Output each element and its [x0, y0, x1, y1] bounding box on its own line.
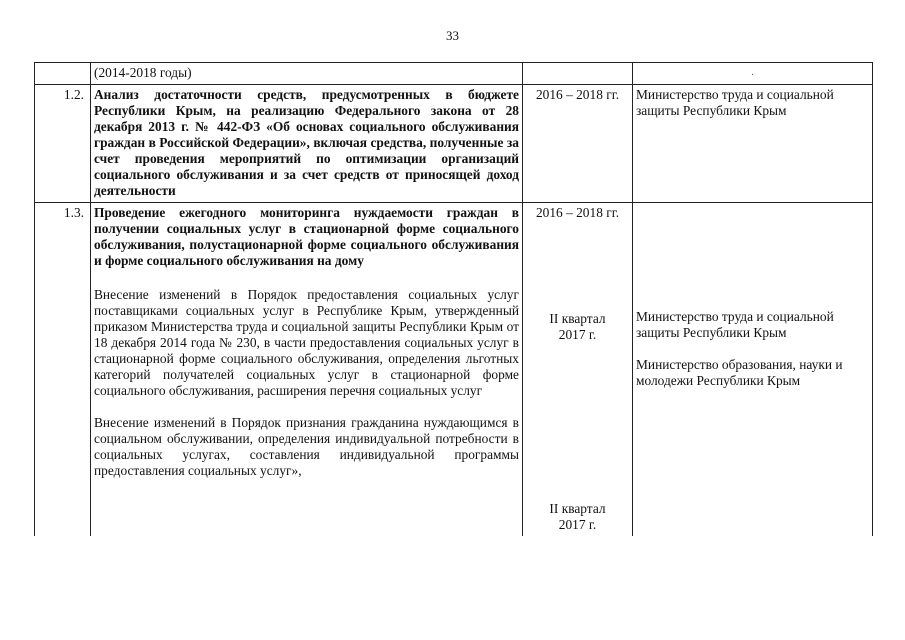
measures-table: [34, 62, 873, 536]
sub-measure-1-period-year: 2017 г.: [558, 327, 597, 342]
measure-text-cell: Анализ достаточности средств, предусмотренных в бюджете Республики Крым, на реализацию Федерального закона от 28 декабря 2013 г. № 442-ФЗ «Об основах социального обслуживания граждан в Российской Федерации», включая средства, полученные за счет проведения мероприятий по оптимизации организаций социального обслуживания и за счет средств от приносящей доход деятельности: [91, 85, 523, 203]
measure-title: Проведение ежегодного мониторинга нуждаемости граждан в получении социальных услуг в стационарной форме социального обслуживания, полустационарной форме социального обслуживания и форме социального обслуживания на дому: [94, 205, 519, 268]
responsible-cell: .: [633, 63, 873, 85]
row-number-cell: 1.2.: [35, 85, 91, 203]
responsible-cell: Министерство труда и социальной защиты Республики Крым: [633, 85, 873, 203]
sub-measure-1-text: Внесение изменений в Порядок предоставления социальных услуг поставщиками социальных услуг в Республике Крым, утвержденный приказом Министерства труда и социальной защиты Республики Крым от 18 декабря 2014 года № 230, в части предоставления социальных услуг в стационарной форме социального обслуживания, определения льготных категорий получателей социальных услуг в стационарной форме социального обслуживания, расширения перечня социальных услуг: [94, 287, 519, 398]
row-number-cell: [35, 63, 91, 85]
table-row-1-2: [35, 85, 873, 203]
table-row-continuation: [35, 63, 873, 85]
sub-measure-1-period-quarter: II квартал: [549, 311, 606, 326]
page-number: 33: [446, 28, 459, 43]
sub-measure-2-text: Внесение изменений в Порядок признания гражданина нуждающимся в социальном обслуживании, определения индивидуальной потребности в социальных услугах, составления индивидуальной программы предоставления социальных услуг»,: [94, 415, 519, 478]
sub-measure-2-period-year: 2017 г.: [558, 517, 597, 532]
responsible-cell: [633, 203, 873, 537]
measure-period: 2016 – 2018 гг.: [535, 205, 620, 220]
row-number-cell: 1.3.: [35, 203, 91, 537]
period-cell: 2016 – 2018 гг.: [523, 85, 633, 203]
measure-text-cell: (2014-2018 годы): [91, 63, 523, 85]
period-cell: [523, 203, 633, 537]
measure-text-cell: [91, 203, 523, 537]
sub-measure-1-responsible-1: Министерство труда и социальной защиты Республики Крым: [636, 309, 834, 340]
sub-measure-1-responsible-2: Министерство образования, науки и молодежи Республики Крым: [636, 357, 843, 388]
period-cell: [523, 63, 633, 85]
table-row-1-3: [35, 203, 873, 537]
sub-measure-2-period-quarter: II квартал: [549, 501, 606, 516]
